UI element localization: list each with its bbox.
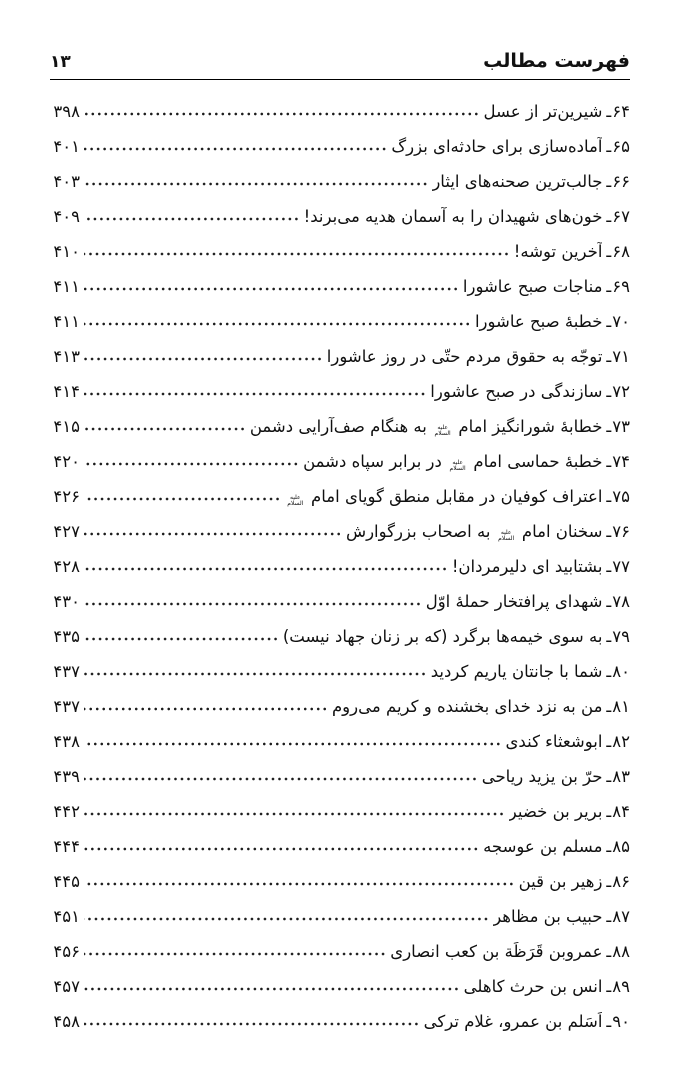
entry-page-number: ۳۹۸ [53,102,80,121]
dot-leader [84,945,386,957]
entry-separator: ـ [606,872,612,891]
entry-title: حبیب بن مظاهر [493,907,603,926]
toc-entry [50,557,630,592]
entry-title: خون‌های شهیدان را به آسمان هدیه می‌برند! [303,207,603,226]
entry-page-number: ۴۰۹ [53,207,80,226]
entry-title: انس بن حرث کاهلی [463,977,603,996]
header-title: فهرست مطالب [483,50,630,72]
entry-separator: ـ [606,347,612,366]
entry-number: ۷۸ [612,592,630,611]
entry-number: ۸۵ [612,837,630,856]
toc-entry [50,172,630,207]
entry-number: ۷۶ [612,522,630,541]
dot-leader [84,140,387,152]
entry-number: ۷۲ [612,382,630,401]
entry-title: بریر بن خضیر [508,802,603,821]
entry-number: ۶۷ [612,207,630,226]
entry-page-number: ۴۳۵ [53,627,80,646]
toc-entry [50,907,630,942]
dot-leader [84,245,510,257]
entry-number: ۸۶ [612,872,630,891]
dot-leader [84,455,299,467]
entry-number: ۶۴ [612,102,630,121]
entry-page-number: ۴۰۳ [53,172,80,191]
page-number: ۱۳ [50,52,71,72]
toc-entry [50,452,630,487]
entry-page-number: ۴۱۱ [53,312,80,331]
entry-title: ابوشعثاء کندی [505,732,603,751]
entry-number: ۷۳ [612,417,630,436]
dot-leader [84,910,489,922]
entry-number: ۶۹ [612,277,630,296]
entry-number: ۸۹ [612,977,630,996]
entry-separator: ـ [606,662,612,681]
toc-entry [50,382,630,417]
toc-entry [50,802,630,837]
entry-title: شیرین‌تر از عسل [483,102,603,121]
toc-entry [50,102,630,137]
toc-entry [50,242,630,277]
entry-page-number: ۴۱۳ [53,347,80,366]
entry-separator: ـ [606,977,612,996]
toc-entry [50,347,630,382]
entry-title: بشتابید ای دلیرمردان! [451,557,603,576]
toc-entry [50,592,630,627]
entry-number: ۶۶ [612,172,630,191]
entry-page-number: ۴۲۸ [53,557,80,576]
entry-separator: ـ [606,452,612,471]
alayhis-salam-icon: علیه السلام [287,494,304,507]
entry-separator: ـ [606,522,612,541]
entry-title: خطابهٔ شورانگیز امام علیه السلام به هنگام صف‌آرایی دشمن [249,417,603,437]
dot-leader [84,350,323,362]
entry-separator: ـ [606,802,612,821]
entry-title: شهدای پرافتخار حملهٔ اوّل [425,592,603,611]
entry-separator: ـ [606,277,612,296]
toc-entry [50,977,630,1012]
entry-page-number: ۴۴۴ [53,837,80,856]
toc-entry [50,277,630,312]
entry-number: ۸۴ [612,802,630,821]
entry-title: مناجات صبح عاشورا [462,277,603,296]
entry-separator: ـ [606,312,612,331]
entry-number: ۸۰ [612,662,630,681]
header-rule [50,79,630,80]
toc-entry [50,767,630,802]
entry-separator: ـ [606,907,612,926]
entry-title: اَسَلم بن عمرو، غلام ترکی [423,1012,603,1031]
dot-leader [84,700,328,712]
entry-title: خطبهٔ حماسی امام علیه السلام در برابر سپاه دشمن [303,452,603,472]
entry-page-number: ۴۳۷ [53,662,80,681]
toc-entry [50,1012,630,1047]
dot-leader [84,840,479,852]
entry-title: سازندگی در صبح عاشورا [430,382,603,401]
entry-number: ۶۸ [612,242,630,261]
entry-separator: ـ [606,942,612,961]
entry-title: من به نزد خدای بخشنده و کریم می‌روم [331,697,603,716]
page-header [50,50,630,72]
entry-title: خطبهٔ صبح عاشورا [474,312,603,331]
entry-page-number: ۴۱۴ [53,382,80,401]
entry-title: سخنان امام علیه السلام به اصحاب بزرگوارش [345,522,603,542]
alayhis-salam-icon: علیه السلام [434,424,451,437]
alayhis-salam-icon: علیه السلام [498,529,515,542]
entry-page-number: ۴۰۱ [53,137,80,156]
entry-separator: ـ [606,137,612,156]
entry-number: ۶۵ [612,137,630,156]
entry-separator: ـ [606,207,612,226]
entry-page-number: ۴۵۱ [53,907,80,926]
entry-title: آماده‌سازی برای حادثه‌ای بزرگ [391,137,603,156]
entry-separator: ـ [606,592,612,611]
dot-leader [84,525,342,537]
entry-title: به سوی خیمه‌ها برگرد (که بر زنان جهاد نیست) [282,627,603,646]
entry-number: ۷۷ [612,557,630,576]
entry-page-number: ۴۱۱ [53,277,80,296]
dot-leader [84,805,505,817]
dot-leader [84,385,426,397]
toc-entry [50,137,630,172]
dot-leader [84,980,460,992]
entry-page-number: ۴۱۰ [53,242,80,261]
entry-separator: ـ [606,1012,612,1031]
dot-leader [84,770,478,782]
dot-leader [84,1015,420,1027]
entry-title: شما با جانتان یاریم کردید [430,662,603,681]
toc-entry [50,872,630,907]
entry-number: ۸۳ [612,767,630,786]
entry-number: ۸۲ [612,732,630,751]
entry-title: جالب‌ترین صحنه‌های ایثار [432,172,603,191]
toc-entry [50,522,630,557]
dot-leader [84,665,427,677]
entry-number: ۹۰ [612,1012,630,1031]
entry-title: حرّ بن یزید ریاحی [481,767,603,786]
toc-list [50,102,630,1047]
entry-separator: ـ [606,767,612,786]
entry-separator: ـ [606,382,612,401]
entry-number: ۷۰ [612,312,630,331]
entry-separator: ـ [606,732,612,751]
entry-separator: ـ [606,417,612,436]
entry-title: زهیر بن قین [518,872,603,891]
dot-leader [84,875,515,887]
entry-title: اعتراف کوفیان در مقابل منطق گویای امام علیه السلام [287,487,603,507]
toc-entry [50,207,630,242]
dot-leader [84,490,281,502]
entry-number: ۷۴ [612,452,630,471]
toc-entry [50,732,630,767]
entry-separator: ـ [606,242,612,261]
dot-leader [84,210,300,222]
entry-page-number: ۴۴۵ [53,872,80,891]
entry-separator: ـ [606,627,612,646]
entry-title: توجّه به حقوق مردم حتّی در روز عاشورا [326,347,603,366]
dot-leader [84,630,279,642]
entry-number: ۷۵ [612,487,630,506]
toc-entry [50,942,630,977]
toc-entry [50,417,630,452]
entry-title: عمروبن قَرَظَة بن کعب انصاری [390,942,603,961]
entry-page-number: ۴۲۰ [53,452,80,471]
toc-entry [50,837,630,872]
toc-entry [50,662,630,697]
entry-separator: ـ [606,172,612,191]
entry-separator: ـ [606,487,612,506]
entry-page-number: ۴۱۵ [53,417,80,436]
entry-separator: ـ [606,557,612,576]
entry-page-number: ۴۳۰ [53,592,80,611]
entry-title: آخرین توشه! [513,242,603,261]
dot-leader [84,175,428,187]
entry-page-number: ۴۵۷ [53,977,80,996]
toc-entry [50,312,630,347]
entry-number: ۸۱ [612,697,630,716]
entry-separator: ـ [606,102,612,121]
alayhis-salam-icon: علیه السلام [449,459,466,472]
dot-leader [84,280,459,292]
entry-page-number: ۴۳۸ [53,732,80,751]
entry-page-number: ۴۵۶ [53,942,80,961]
entry-page-number: ۴۳۷ [53,697,80,716]
entry-page-number: ۴۵۸ [53,1012,80,1031]
dot-leader [84,105,480,117]
entry-page-number: ۴۲۷ [53,522,80,541]
entry-title: مسلم بن عوسجه [483,837,603,856]
toc-entry [50,627,630,662]
entry-number: ۸۸ [612,942,630,961]
dot-leader [84,315,471,327]
dot-leader [84,560,448,572]
entry-separator: ـ [606,697,612,716]
dot-leader [84,735,502,747]
entry-page-number: ۴۴۲ [53,802,80,821]
toc-entry [50,697,630,732]
dot-leader [84,595,422,607]
dot-leader [84,420,246,432]
entry-page-number: ۴۲۶ [53,487,80,506]
toc-entry [50,487,630,522]
entry-page-number: ۴۳۹ [53,767,80,786]
entry-number: ۷۱ [612,347,630,366]
entry-number: ۸۷ [612,907,630,926]
entry-number: ۷۹ [612,627,630,646]
entry-separator: ـ [606,837,612,856]
